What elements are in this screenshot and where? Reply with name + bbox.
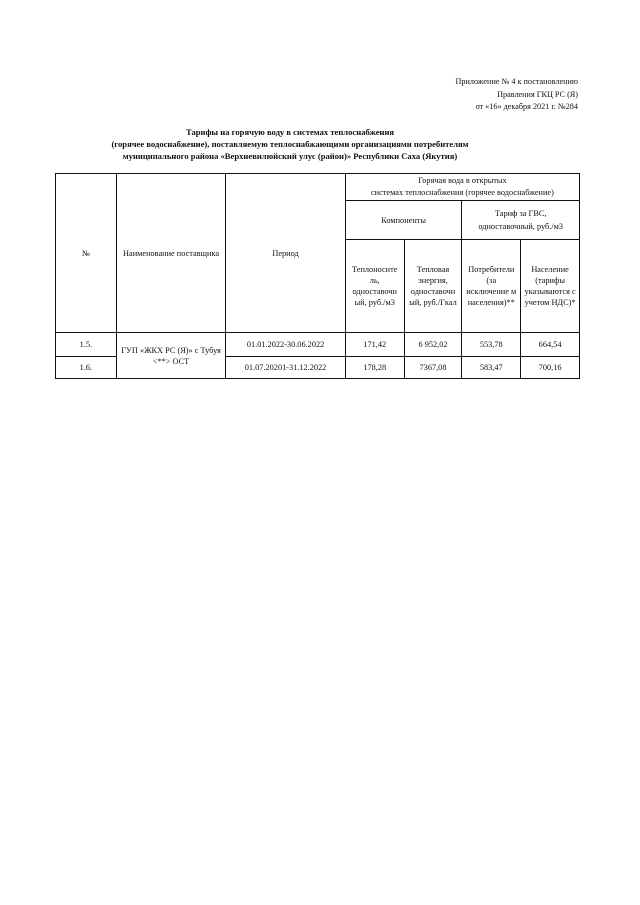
header-gvs-line: Тариф за ГВС,	[494, 209, 547, 218]
header-population: Население (тарифы указываются с учетом НДС)*	[521, 240, 580, 333]
header-gvs-line: одноставочный, руб./м3	[478, 222, 564, 231]
supplier-name: ГУП «ЖКХ РС (Я)» с Тубуя <**> ОСТ	[116, 333, 225, 379]
header-hot-water-line: системах теплоснабжения (горячее водоснабжение)	[371, 188, 554, 197]
row-number: 1.6.	[56, 357, 117, 379]
row-population: 700,16	[521, 357, 580, 379]
row-heat-energy: 6 952,02	[404, 333, 462, 357]
header-hot-water-line: Горячая вода в открытых	[418, 176, 507, 185]
document-title	[60, 126, 520, 163]
header-heat-carrier: Теплоносите ль, одноставочн ый, руб./м3	[345, 240, 404, 333]
row-period: 01.07.20201-31.12.2022	[226, 357, 346, 379]
header-hot-water	[345, 174, 579, 201]
header-heat-energy: Тепловая энергия, одноставочн ый, руб./Гкал	[404, 240, 462, 333]
header-consumers: Потребители (за исключение м населения)**	[462, 240, 521, 333]
appendix-line: Приложение № 4 к постановлению	[455, 77, 578, 86]
row-heat-energy: 7367,08	[404, 357, 462, 379]
header-gvs-tariff	[462, 201, 580, 240]
table-row	[56, 333, 580, 357]
header-number: №	[56, 174, 117, 333]
title-line: муниципального района «Верхневилюйский улус (район)» Республики Саха (Якутия)	[122, 151, 458, 162]
title-line: Тарифы на горячую воду в системах теплоснабжения	[185, 127, 395, 137]
row-heat-carrier: 178,28	[345, 357, 404, 379]
header-components: Компоненты	[345, 201, 462, 240]
row-consumers: 583,47	[462, 357, 521, 379]
row-population: 664,54	[521, 333, 580, 357]
header-period: Период	[226, 174, 346, 333]
row-period: 01.01.2022-30.06.2022	[226, 333, 346, 357]
row-consumers: 553,78	[462, 333, 521, 357]
header-supplier: Наименование поставщика	[116, 174, 225, 333]
appendix-line: Правления ГКЦ РС (Я)	[497, 89, 578, 99]
row-heat-carrier: 171,42	[345, 333, 404, 357]
title-line: (горячее водоснабжение), поставляемую теплоснабжающими организациями потребителям	[111, 139, 469, 150]
row-number: 1.5.	[56, 333, 117, 357]
tariff-table	[55, 173, 580, 379]
appendix-line: от «16» декабря 2021 г. №284	[475, 102, 578, 111]
appendix-reference	[378, 76, 578, 114]
